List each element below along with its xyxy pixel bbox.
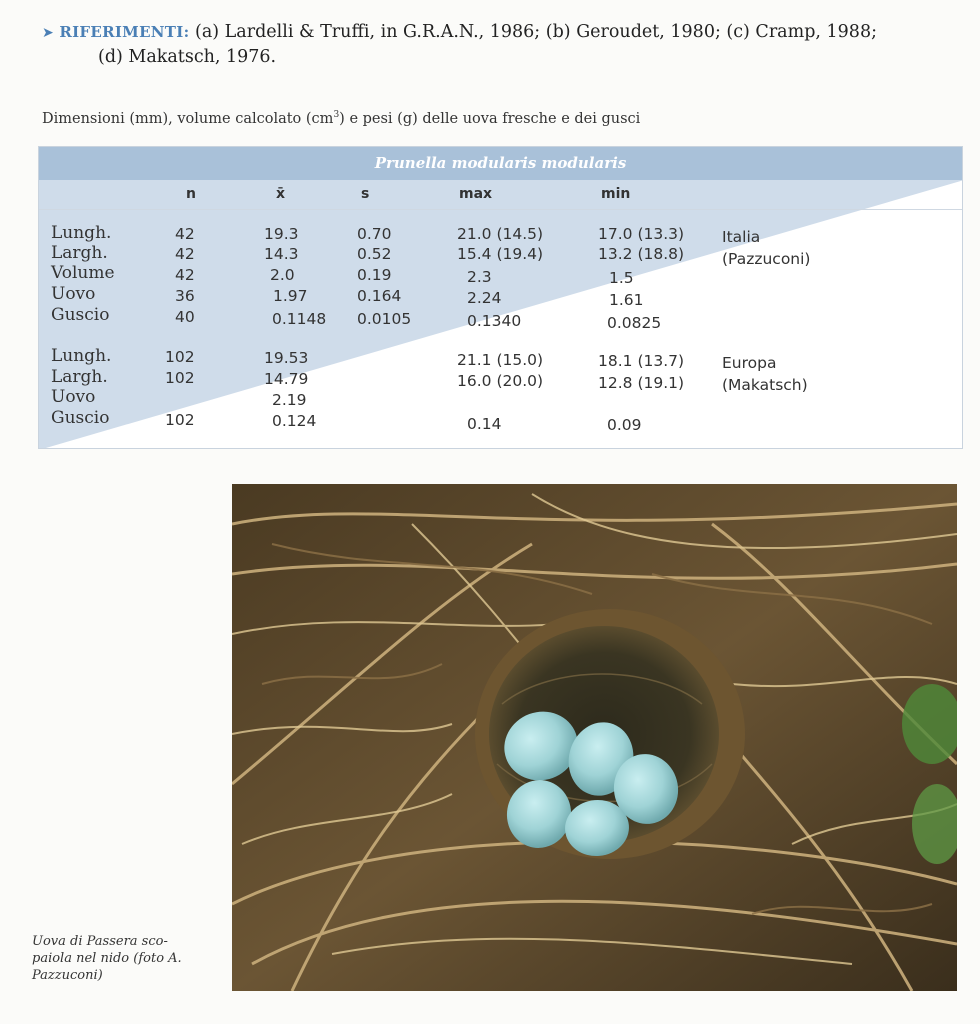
cell-s: 0.19 [357, 266, 392, 284]
row-label: Lungh. [51, 223, 112, 243]
cell-n: 42 [175, 225, 195, 243]
row-label: Uovo [51, 387, 96, 407]
arrow-icon: ➤ [42, 25, 54, 41]
cell-mean: 19.3 [264, 225, 299, 243]
photo-caption-line: Pazzuconi) [32, 968, 103, 983]
col-header-n: n [186, 186, 196, 202]
row-label: Guscio [51, 408, 110, 428]
row-label: Lungh. [51, 346, 112, 366]
cell-mean: 0.124 [272, 412, 317, 430]
cell-min: 0.0825 [607, 314, 662, 332]
references-label: RIFERIMENTI: [59, 23, 190, 41]
cell-max: 0.14 [467, 415, 502, 433]
group-location: Italia [722, 228, 761, 246]
cell-mean: 14.79 [264, 370, 309, 388]
cell-max: 15.4 (19.4) [457, 245, 544, 263]
cell-mean: 2.0 [270, 266, 295, 284]
row-label: Guscio [51, 305, 110, 325]
cell-max: 2.3 [467, 268, 492, 286]
cell-min: 1.5 [609, 269, 634, 287]
col-header-max: max [459, 186, 493, 202]
cell-n: 40 [175, 308, 195, 326]
cell-min: 18.1 (13.7) [598, 352, 685, 370]
cell-n: 102 [165, 348, 195, 366]
cell-s: 0.70 [357, 225, 392, 243]
cell-n: 42 [175, 266, 195, 284]
col-header-min: min [601, 186, 631, 202]
cell-max: 2.24 [467, 289, 502, 307]
cell-max: 16.0 (20.0) [457, 372, 544, 390]
table-title: Prunella modularis modularis [39, 147, 962, 180]
table-caption [42, 110, 640, 127]
cell-min: 17.0 (13.3) [598, 225, 685, 243]
row-label: Volume [51, 263, 115, 283]
cell-mean: 0.1148 [272, 310, 327, 328]
cell-max: 21.0 (14.5) [457, 225, 544, 243]
photo-caption-line: Uova di Passera sco- [32, 934, 168, 949]
cell-n: 102 [165, 369, 195, 387]
table-caption-sup: 3 [333, 110, 340, 120]
table-caption-text: Dimensioni (mm), volume calcolato (cm [42, 110, 334, 127]
cell-s: 0.52 [357, 245, 392, 263]
group-location: Europa [722, 354, 777, 372]
cell-mean: 1.97 [273, 287, 308, 305]
header-divider [39, 209, 962, 210]
row-label: Uovo [51, 284, 96, 304]
egg-data-table [38, 146, 963, 449]
cell-max: 0.1340 [467, 312, 522, 330]
cell-mean: 19.53 [264, 349, 309, 367]
cell-s: 0.164 [357, 287, 402, 305]
cell-n: 42 [175, 245, 195, 263]
cell-min: 0.09 [607, 416, 642, 434]
group-source: (Makatsch) [722, 376, 808, 394]
cell-mean: 2.19 [272, 391, 307, 409]
cell-min: 1.61 [609, 291, 644, 309]
table-caption-text-end: ) e pesi (g) delle uova fresche e dei gusci [339, 110, 641, 127]
photo-caption-line: paiola nel nido (foto A. [32, 951, 182, 966]
references [42, 20, 967, 69]
cell-min: 13.2 (18.8) [598, 245, 685, 263]
cell-mean: 14.3 [264, 245, 299, 263]
cell-s: 0.0105 [357, 310, 412, 328]
col-header-mean: x̄ [276, 186, 286, 202]
references-line-1: (a) Lardelli & Truffi, in G.R.A.N., 1986; (b) Geroudet, 1980; (c) Cramp, 1988; [195, 22, 877, 42]
row-label: Largh. [51, 243, 108, 263]
group-source: (Pazzuconi) [722, 250, 811, 268]
photo-caption [32, 933, 212, 984]
cell-min: 12.8 (19.1) [598, 374, 685, 392]
cell-n: 102 [165, 411, 195, 429]
references-line-2: (d) Makatsch, 1976. [98, 47, 277, 67]
nest-photo [232, 484, 957, 991]
row-label: Largh. [51, 367, 108, 387]
nest-with-eggs-illustration [232, 484, 957, 991]
cell-n: 36 [175, 287, 195, 305]
col-header-s: s [361, 186, 370, 202]
cell-max: 21.1 (15.0) [457, 351, 544, 369]
